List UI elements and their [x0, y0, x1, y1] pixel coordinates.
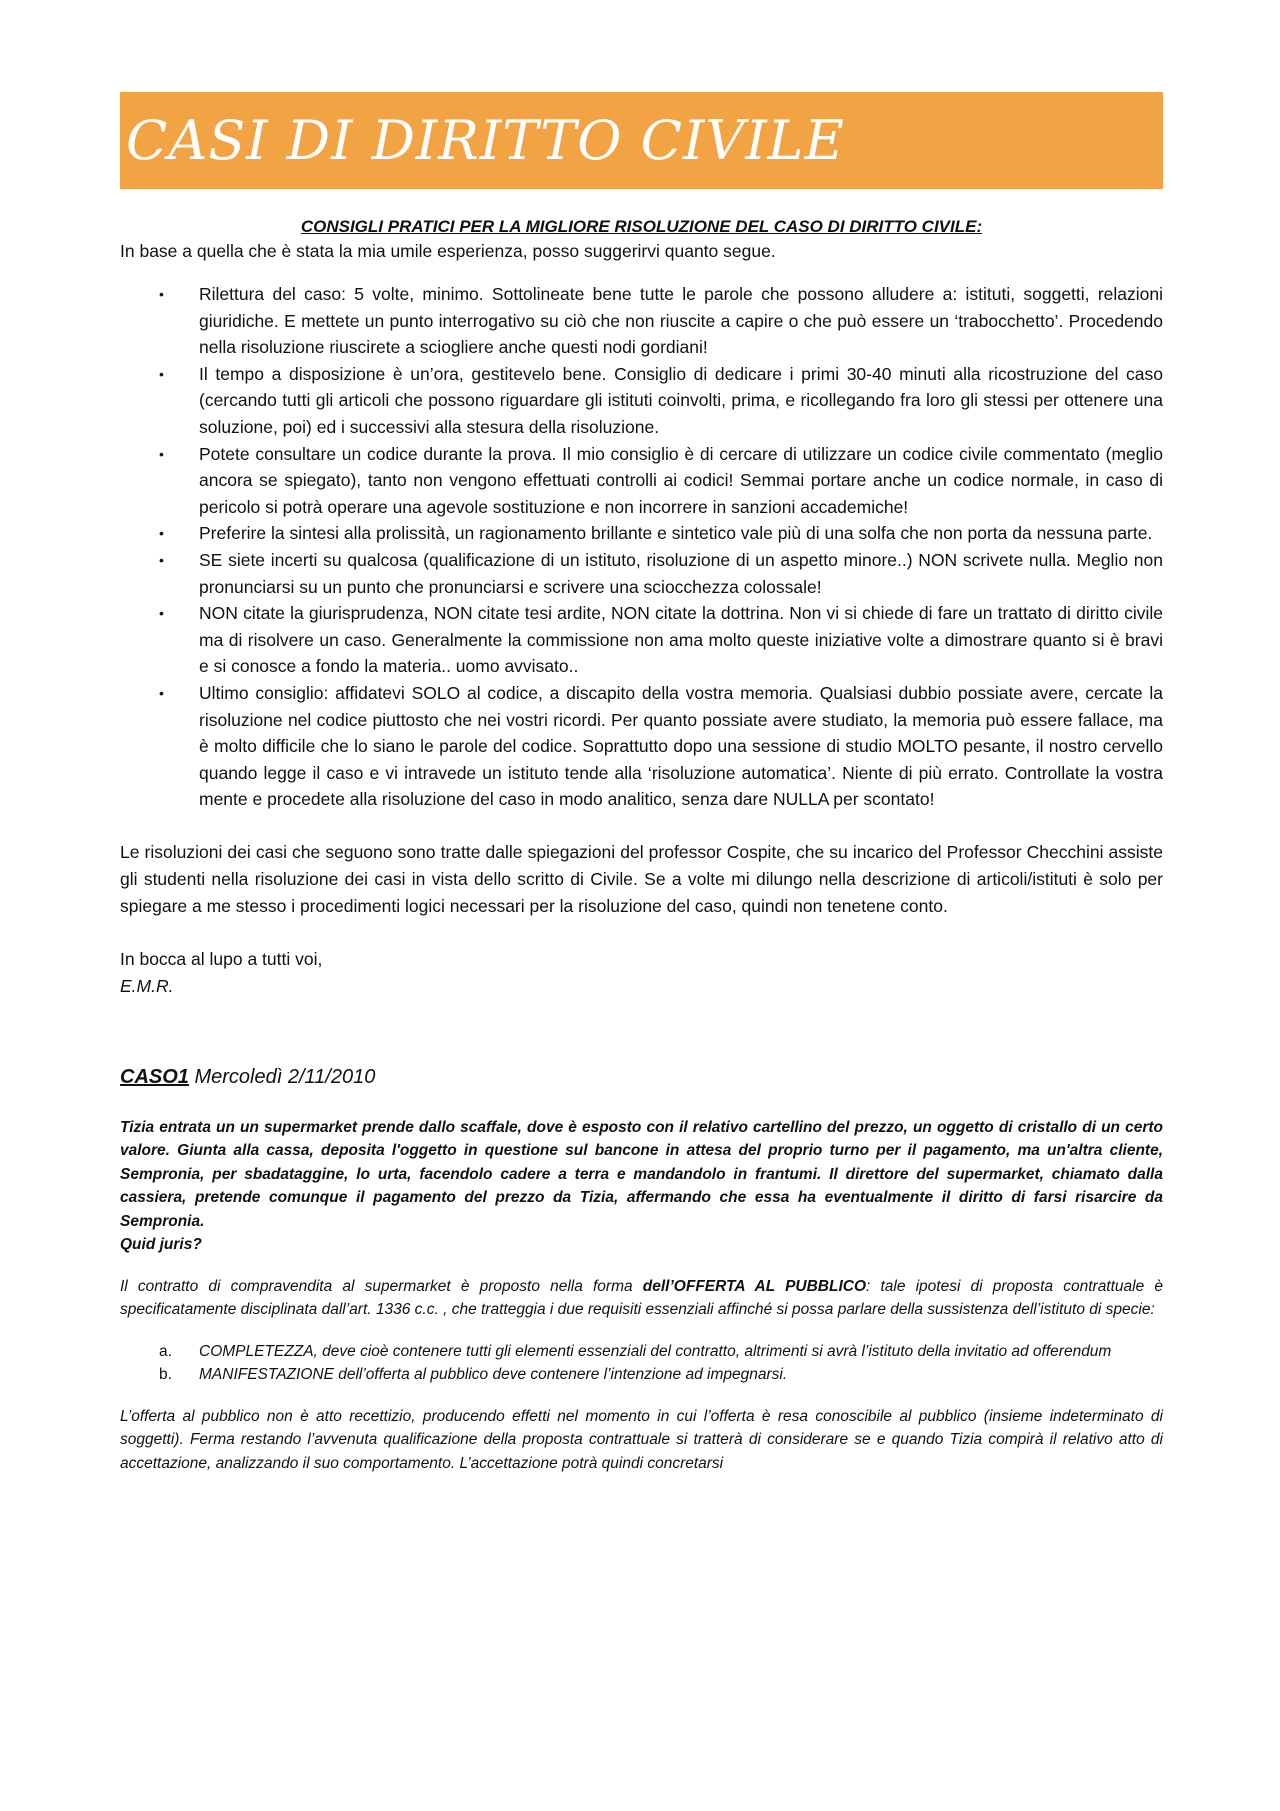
tip-text: Rilettura del caso: 5 volte, minimo. Sottolineate bene tutte le parole che possono alludere a: istituti, soggetti, relazioni giuridiche. E mettete un punto interrogativo su ciò che non riuscite a capire o che può essere un ‘trabocchetto’. Procedendo nella risoluzione riuscirete a sciogliere anche questi nodi gordiani!: [199, 284, 1163, 358]
closing-paragraph: Le risoluzioni dei casi che seguono sono tratte dalle spiegazioni del professor Cospite, che su incarico del Professor Checchini assiste gli studenti nella risoluzione dei casi in vista dello scritto di Civile. Se a volte mi dilungo nella descrizione di articoli/istituti è solo per spiegare a me stesso i procedimenti logici necessari per la risoluzione del caso, quindi non tenetene conto.: [120, 841, 1163, 916]
tip-text: NON citate la giurisprudenza, NON citate tesi ardite, NON citate la dottrina. Non vi si chiede di fare un trattato di diritto civile ma di risolvere un caso. Generalmente la commissione non ama molto queste iniziative volte a dimostrare quanto si è bravi e si conosce a fondo la materia.. uomo avvisato..: [199, 603, 1163, 677]
list-item: [159, 1363, 1163, 1387]
signoff-line: In bocca al lupo a tutti voi,: [120, 948, 323, 969]
bullet-icon: •: [159, 551, 164, 568]
list-item: [159, 520, 1163, 547]
tip-text: Il tempo a disposizione è un’ora, gestitevelo bene. Consiglio di dedicare i primi 30-40 minuti alla ricostruzione del caso (cercando tutti gli articoli che possono riguardare gli istituti coinvolti, prima, e ricollegando fra loro gli stessi per ottenere una soluzione, poi) ed i successivi alla stesura della risoluzione.: [199, 363, 1163, 437]
requirement-text: COMPLETEZZA, deve cioè contenere tutti gli elementi essenziali del contratto, altrimenti si avrà l’istituto della invitatio ad offerendum: [199, 1342, 1112, 1360]
document-title: CASI DI DIRITTO CIVILE: [126, 109, 845, 172]
tip-text: Preferire la sintesi alla prolissità, un ragionamento brillante e sintetico vale più di una solfa che non porta da nessuna parte.: [199, 523, 1153, 544]
analysis-text-after: : tale ipotesi di proposta contrattuale è specificatamente disciplinata dall’art. 1336 c.c. , che tratteggia i due requisiti essenziali affinché si possa parlare della sussistenza dell’istituto di specie:: [120, 1277, 1163, 1319]
case-statement-text: Tizia entrata un un supermarket prende dallo scaffale, dove è esposto con il relativo cartellino del prezzo, un oggetto di cristallo di un certo valore. Giunta alla cassa, deposita l'oggetto in questione sul bancone in attesa del proprio turno per il pagamento, ma un'altra cliente, Sempronia, per sbadataggine, lo urta, facendolo cadere a terra e mandandolo in frantumi. Il direttore del supermarket, chiamato dalla cassiera, pretende comunque il pagamento del prezzo da Tizia, affermando che essa ha eventualmente il diritto di farsi risarcire da Sempronia.: [120, 1118, 1163, 1230]
bullet-icon: •: [159, 605, 164, 622]
list-item: [159, 1340, 1163, 1364]
case-label: CASO1: [120, 1065, 189, 1088]
analysis-paragraph: [120, 1275, 1163, 1322]
list-item: [159, 680, 1163, 813]
tip-text: Potete consultare un codice durante la prova. Il mio consiglio è di cercare di utilizzare un codice civile commentato (meglio ancora se spiegato), tanto non vengono effettuati controlli ai codici! Semmai portare anche un codice normale, in caso di pericolo si potrà operare una agevole sostituzione e non incorrere in sanzioni accademiche!: [199, 443, 1163, 517]
bullet-icon: •: [159, 445, 164, 462]
list-marker: a.: [159, 1342, 172, 1360]
case-date: Mercoledì 2/11/2010: [188, 1065, 376, 1088]
intro-paragraph: In base a quella che è stata la mia umile esperienza, posso suggerirvi quanto segue.: [120, 241, 776, 261]
bullet-icon: •: [159, 684, 164, 701]
bullet-icon: •: [159, 525, 164, 542]
bullet-icon: •: [159, 365, 164, 382]
tip-text: Ultimo consiglio: affidatevi SOLO al codice, a discapito della vostra memoria. Qualsiasi dubbio possiate avere, cercate la risoluzione nel codice piuttosto che nei vostri ricordi. Per quanto possiate avere studiato, la memoria può essere fallace, ma è molto difficile che lo siano le parole del codice. Soprattutto dopo una sessione di studio MOLTO pesante, il nostro cervello quando legge il caso e vi intravede un istituto tende alla ‘risoluzione automatica’. Niente di più errato. Controllate la vostra mente e procedete alla risoluzione del caso in modo analitico, senza dare NULLA per scontato!: [199, 682, 1163, 810]
list-item: [159, 281, 1163, 361]
analysis-bold-term: dell’OFFERTA AL PUBBLICO: [642, 1277, 867, 1295]
case-question: Quid juris?: [120, 1236, 202, 1254]
list-item: [159, 361, 1163, 441]
tips-list: [120, 281, 1163, 813]
title-banner: [120, 92, 1163, 189]
list-item: [159, 600, 1163, 680]
tips-heading: CONSIGLI PRATICI PER LA MIGLIORE RISOLUZIONE DEL CASO DI DIRITTO CIVILE:: [300, 217, 983, 236]
document-page: [120, 92, 1163, 1491]
list-item: [159, 547, 1163, 600]
case-statement: [120, 1116, 1163, 1257]
signature: E.M.R.: [120, 975, 174, 996]
case-title: [120, 1064, 1163, 1090]
tip-text: SE siete incerti su qualcosa (qualificazione di un istituto, risoluzione di un aspetto minore..) NON scrivete nulla. Meglio non pronunciarsi su un punto che pronunciarsi e scrivere una sciocchezza colossale!: [199, 549, 1163, 597]
bullet-icon: •: [159, 286, 164, 302]
requirements-list: [120, 1340, 1163, 1387]
analysis-paragraph-2: L’offerta al pubblico non è atto recettizio, producendo effetti nel momento in cui l’offerta è resa conoscibile al pubblico (insieme indeterminato di soggetti). Ferma restando l’avvenuta qualificazione della proposta contrattuale si tratterà di considerare se e quando Tizia compirà il relativo atto di accettazione, analizzando il suo comportamento. L’accettazione potrà quindi concretarsi: [120, 1407, 1163, 1472]
list-item: [159, 441, 1163, 521]
analysis-text-before: Il contratto di compravendita al supermarket è proposto nella forma: [120, 1277, 643, 1295]
requirement-text: MANIFESTAZIONE dell’offerta al pubblico deve contenere l’intenzione ad impegnarsi.: [199, 1366, 788, 1384]
list-marker: b.: [159, 1366, 172, 1384]
